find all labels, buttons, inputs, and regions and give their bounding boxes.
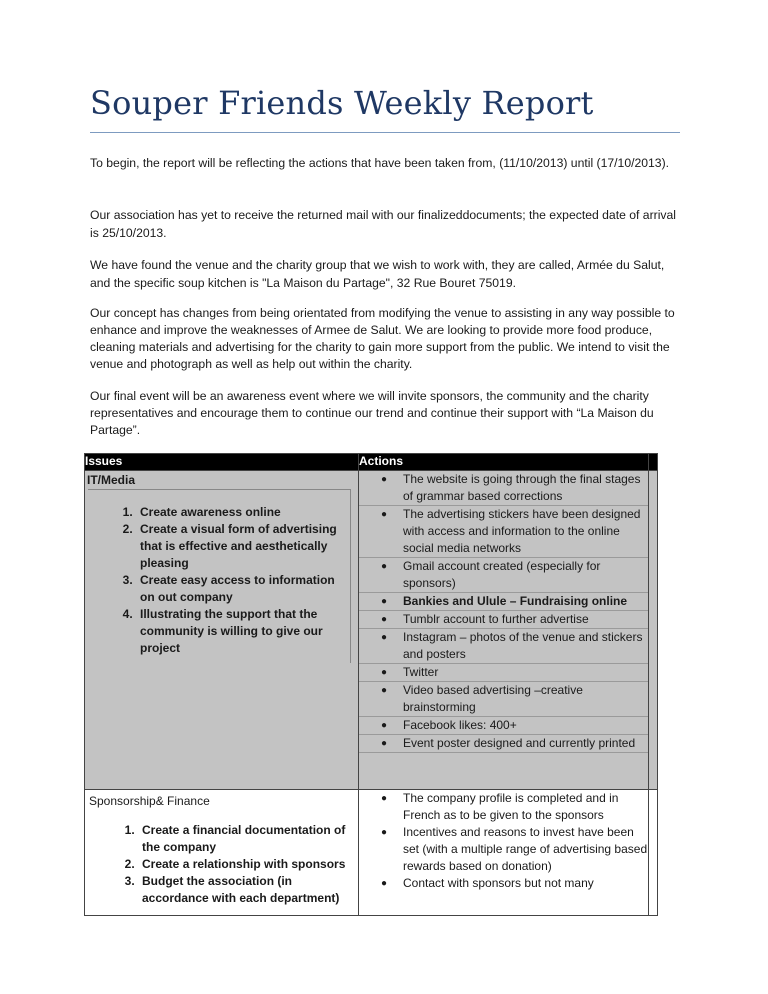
bullet-icon: ● [381, 561, 388, 572]
list-item: ● The company profile is completed and in French as to be given to the sponsors [381, 791, 619, 822]
bullet-icon: ● [381, 738, 388, 749]
bullet-icon: ● [381, 878, 388, 889]
paragraph-event: Our final event will be an awareness event where we will invite sponsors, the community and the charity representatives and encourage them to continue our trend and continue their support with “La Maison du Partage”. [90, 389, 654, 437]
paragraph-period: To begin, the report will be reflecting the actions that have been taken from, (11/10/2013) until (17/10/2013). [90, 156, 670, 170]
row-end-cell [649, 471, 658, 790]
issues-cell-sponsorship [85, 790, 359, 916]
list-item: 1. Create a financial documentation of the company [138, 822, 348, 856]
issues-list [90, 822, 348, 907]
bullet-icon: ● [381, 667, 388, 678]
list-item: ● The website is going through the final stages of grammar based corrections [359, 471, 648, 506]
bullet-icon: ● [381, 596, 388, 607]
list-item: ● The advertising stickers have been designed with access and information to the online social media networks [359, 506, 648, 558]
header-end-cell [649, 454, 658, 471]
bullet-icon: ● [381, 685, 388, 696]
issues-header: Issues [85, 454, 359, 471]
bullet-icon: ● [381, 793, 388, 804]
paragraph-mail: Our association has yet to receive the returned mail with our finalizeddocuments; the expected date of arrival is 25/10/2013. [90, 208, 676, 240]
table-header-row [85, 454, 658, 471]
table-row [85, 471, 658, 790]
bullet-icon: ● [381, 632, 388, 643]
list-item: 3. Budget the association (in accordance with each department) [138, 873, 348, 907]
issues-list [88, 504, 346, 657]
row-label-sponsorship: Sponsorship& Finance [89, 794, 210, 808]
row-end-cell [649, 790, 658, 916]
table-row [85, 790, 658, 916]
row-label-it-media: IT/Media [87, 473, 136, 487]
list-item: ● Gmail account created (especially for sponsors) [359, 558, 648, 593]
list-item: ● Video based advertising –creative brainstorming [359, 682, 648, 717]
paragraph-venue: We have found the venue and the charity group that we wish to work with, they are called, Armée du Salut, and the specific soup kitchen is "La Maison du Partage", 32 Rue Bouret 75019. [90, 258, 665, 290]
issues-box [90, 810, 352, 913]
list-item: ● Twitter [359, 664, 648, 682]
list-item: ● Facebook likes: 400+ [359, 717, 648, 735]
list-item: ● Incentives and reasons to invest have been set (with a multiple range of advertising based rewards based on donation) [381, 825, 648, 873]
actions-list [359, 790, 648, 892]
list-item: ● Tumblr account to further advertise [359, 611, 648, 629]
actions-list [359, 471, 648, 753]
list-item: ● Event poster designed and currently printed [359, 735, 648, 753]
list-item: 2. Create a visual form of advertising that is effective and aesthetically pleasing [136, 521, 346, 572]
list-item: ● Contact with sponsors but not many [381, 876, 594, 890]
actions-cell-it-media [359, 471, 649, 790]
issues-box [88, 489, 351, 663]
list-item: 2. Create a relationship with sponsors [138, 856, 348, 873]
list-item: 4. Illustrating the support that the community is willing to give our project [136, 606, 346, 657]
bullet-icon: ● [381, 720, 388, 731]
issues-actions-table [84, 453, 658, 916]
list-item: 3. Create easy access to information on out company [136, 572, 346, 606]
actions-header: Actions [359, 454, 649, 471]
issues-cell-it-media [85, 471, 359, 790]
bullet-icon: ● [381, 474, 388, 485]
paragraph-concept: Our concept has changes from being orientated from modifying the venue to assisting in any way possible to enhance and improve the weaknesses of Armee de Salut. We are looking to provide more food produce, cleaning materials and advertising for the charity to gain more support from the public. We intend to visit the venue and photograph as well as help out within the charity. [90, 306, 675, 371]
list-item: ● Instagram – photos of the venue and stickers and posters [359, 629, 648, 664]
bullet-icon: ● [381, 827, 388, 838]
report-title: Souper Friends Weekly Report [90, 84, 594, 122]
list-item: ● Bankies and Ulule – Fundraising online [359, 593, 648, 611]
title-divider [90, 132, 680, 133]
bullet-icon: ● [381, 614, 388, 625]
actions-cell-sponsorship [359, 790, 649, 916]
list-item: 1. Create awareness online [136, 504, 346, 521]
bullet-icon: ● [381, 509, 388, 520]
